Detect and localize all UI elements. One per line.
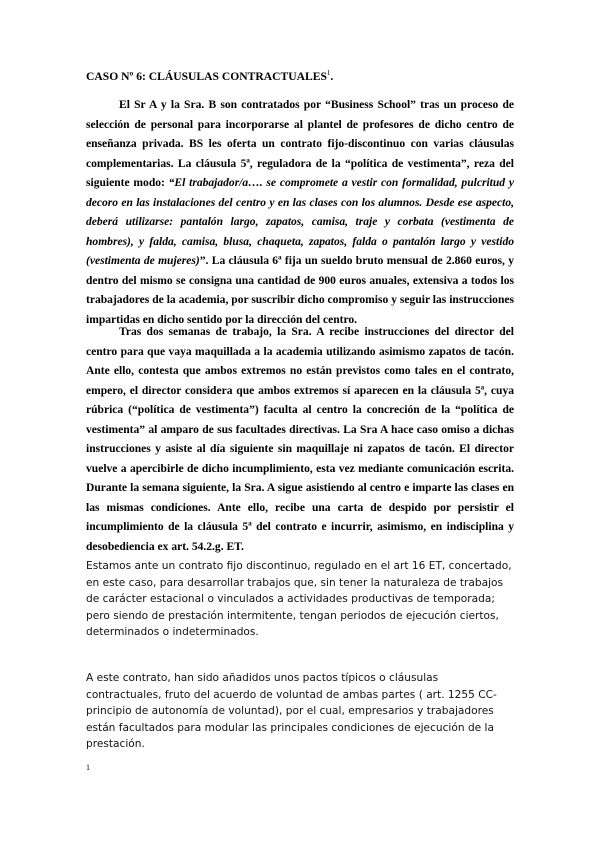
case-title [86, 70, 526, 83]
answer-paragraph-1: Estamos ante un contrato fijo discontinuo, regulado en el art 16 ET, concertado, en este caso, para desarrollar trabajos que, sin tener la naturaleza de trabajos de carácter estacional o vinculados a actividades productivas de temporada; pero siendo de prestación intermitente, tengan periodos de ejecución ciertos, determinados o indeterminados. [86, 560, 512, 638]
paragraph-1-text: El Sr A y la Sra. B son contratados por “Business School” tras un proceso de selección de personal para incorporarse al plantel de profesores de dicho centro de enseñanza privada. BS les oferta un contrato fijo-discontinuo con varias cláusulas complementarias. La cláusula 5ª, reguladora de la “política de vestimenta”, reza del siguiente modo: [86, 99, 514, 189]
footnote-reference: 1 [326, 69, 331, 78]
clause-5-quote: “El trabajador/a…. se compromete a vestir con formalidad, pulcritud y decoro en las instalaciones del centro y en las clases con los alumnos. Desde ese aspecto, deberá utilizarse: pantalón largo, zapatos, camisa, traje y corbata (vestimenta de hombres), y falda, camisa, blusa, chaqueta, zapatos, falda o pantalón largo y vestido (vestimenta de mujeres) [86, 177, 514, 267]
footnote-marker: 1 [86, 763, 90, 772]
paragraph-1-continuation: ”. La cláusula 6ª fija un sueldo bruto mensual de 2.860 euros, y dentro del mismo se consigna una cantidad de 900 euros anuales, extensiva a todos los trabajadores de la academia, por suscribir dicho compromiso y seguir las instrucciones impartidas en dicho sentido por la dirección del centro. [86, 255, 514, 326]
case-title-text: CASO Nº 6: CLÁUSULAS CONTRACTUALES [86, 70, 327, 83]
case-paragraph-1 [86, 96, 514, 330]
answer-paragraph-2: A este contrato, han sido añadidos unos pactos típicos o cláusulas contractuales, fruto del acuerdo de voluntad de ambas partes ( art. 1255 CC- principio de autonomía de voluntad), por el cual, empresarios y trabajadores están facultados para modular las principales condiciones de ejecución de la prestación. [86, 672, 497, 750]
case-title-end: . [330, 70, 334, 83]
case-paragraph-2: Tras dos semanas de trabajo, la Sra. A recibe instrucciones del director del centro para que vaya maquillada a la academia utilizando asimismo zapatos de tacón. Ante ello, contesta que ambos extremos no están previstos como tales en el contrato, empero, el director considera que ambos extremos sí aparecen en la cláusula 5ª, cuya rúbrica (“política de vestimenta”) faculta al centro la concreción de la “política de vestimenta” al amparo de sus facultades directivas. La Sra A hace caso omiso a dichas instrucciones y asiste al día siguiente sin maquillaje ni zapatos de tacón. El director vuelve a apercibirle de dicho incumplimiento, esta vez mediante comunicación escrita. Durante la semana siguiente, la Sra. A sigue asistiendo al centro e imparte las clases en las mismas condiciones. Ante ello, recibe una carta de despido por persistir el incumplimiento de la cláusula 5ª del contrato e incurrir, asimismo, en indisciplina y desobediencia ex art. 54.2.g. ET. [86, 326, 514, 553]
